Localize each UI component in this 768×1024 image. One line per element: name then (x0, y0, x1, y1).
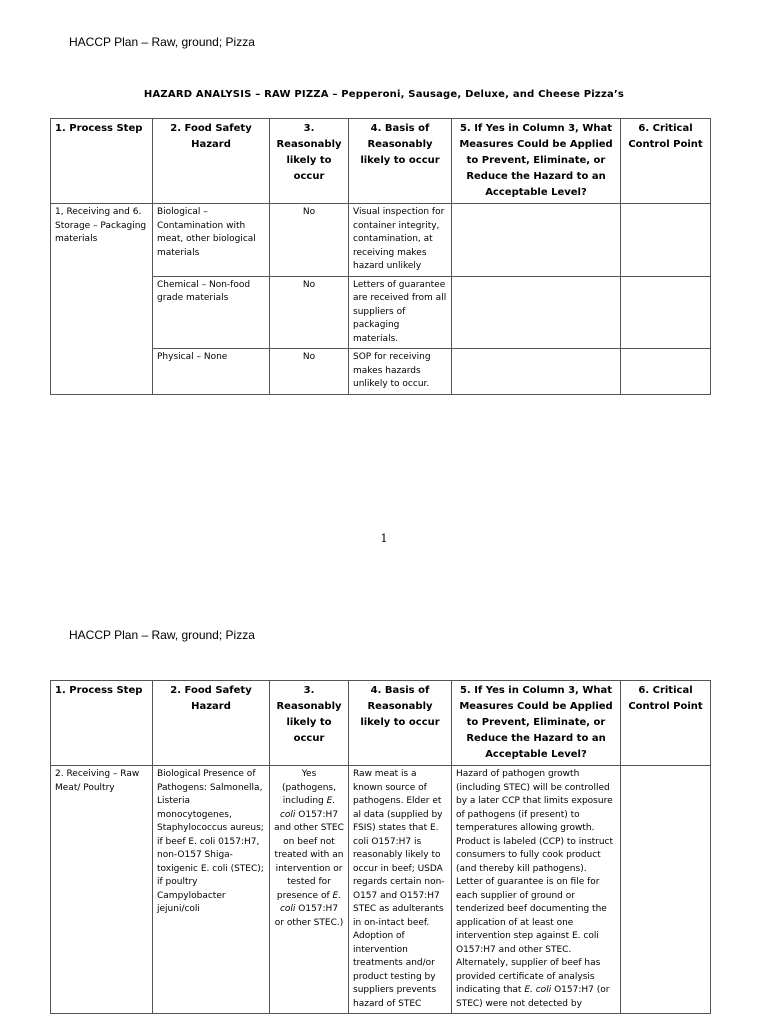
col-header-basis: 4. Basis of Reasonably likely to occur (349, 681, 452, 766)
col-header-process-step: 1. Process Step (51, 681, 153, 766)
cell-hazard: Physical – None (153, 349, 270, 395)
cell-ccp (621, 204, 711, 277)
table-row (51, 766, 711, 1014)
cell-measures (452, 276, 621, 349)
section-title: HAZARD ANALYSIS – RAW PIZZA – Pepperoni, Sausage, Deluxe, and Cheese Pizza’s (143, 89, 625, 100)
cell-measures (452, 204, 621, 277)
col-header-measures: 5. If Yes in Column 3, What Measures Could be Applied to Prevent, Eliminate, or Reduce the Hazard to an Acceptable Level? (452, 119, 621, 204)
col-header-ccp: 6. Critical Control Point (621, 681, 711, 766)
measures-text: Hazard of pathogen growth (including STEC) will be controlled by a later CCP that limits exposure of pathogens (if present) to temperatures allowing growth. Product is labeled (CCP) to instruct consumers to fully cook product (and thereby kill pathogens). Letter of guarantee is on file for each supplier of ground or tenderized beef documenting the application of at least one intervention step against E. coli O157:H7 and other STEC. Alternately, supplier of beef has provided certificate of analysis indicating that (456, 769, 614, 995)
cell-likely: No (270, 349, 349, 395)
cell-basis: Raw meat is a known source of pathogens. Elder et al data (supplied by FSIS) states that E. coli O157:H7 is reasonably likely to occur in beef; USDA regards certain non-O157 and O157:H7 STEC as adulterants in on-intact beef. Adoption of intervention treatments and/or product testing by suppliers prevents hazard of STEC (349, 766, 452, 1014)
cell-ccp (621, 349, 711, 395)
col-header-reasonably-likely: 3. Reasonably likely to occur (270, 681, 349, 766)
likely-text: O157:H7 and other STEC on beef not treated with an intervention or tested for presence of (274, 809, 344, 901)
cell-ccp (621, 766, 711, 1014)
likely-text: O157:H7 or other STEC.) (274, 904, 344, 928)
table-header-row (51, 119, 711, 204)
col-header-basis: 4. Basis of Reasonably likely to occur (349, 119, 452, 204)
cell-basis: Letters of guarantee are received from all suppliers of packaging materials. (349, 276, 452, 349)
col-header-process-step: 1. Process Step (51, 119, 153, 204)
cell-basis: SOP for receiving makes hazards unlikely to occur. (349, 349, 452, 395)
organism-name: E. coli (524, 985, 552, 995)
cell-basis: Visual inspection for container integrity, contamination, at receiving makes hazard unlikely (349, 204, 452, 277)
measures-text: O157:H7 (or STEC) were not detected by (456, 985, 610, 1009)
hazard-table-1 (50, 118, 711, 395)
cell-measures (452, 766, 621, 1014)
table-row (51, 204, 711, 277)
cell-likely: No (270, 204, 349, 277)
cell-likely (270, 766, 349, 1014)
organism-name: E. coli (279, 890, 342, 914)
cell-measures (452, 349, 621, 395)
cell-hazard: Biological Presence of Pathogens: Salmonella, Listeria monocytogenes, Staphylococcus aureus; if beef E. coli 0157:H7, non-O157 Shiga-toxigenic E. coli (STEC); if poultry Campylobacter jejuni/coli (153, 766, 270, 1014)
hazard-table-2 (50, 680, 711, 1014)
cell-process-step: 1, Receiving and 6. Storage – Packaging materials (51, 204, 153, 395)
cell-process-step: 2. Receiving – Raw Meat/ Poultry (51, 766, 153, 1014)
table-header-row (51, 681, 711, 766)
cell-likely: No (270, 276, 349, 349)
cell-hazard: Biological – Contamination with meat, other biological materials (153, 204, 270, 277)
col-header-food-safety-hazard: 2. Food Safety Hazard (153, 681, 270, 766)
page-number: 1 (380, 532, 388, 545)
col-header-ccp: 6. Critical Control Point (621, 119, 711, 204)
page-header: HACCP Plan – Raw, ground; Pizza (69, 628, 255, 642)
cell-hazard: Chemical – Non-food grade materials (153, 276, 270, 349)
col-header-food-safety-hazard: 2. Food Safety Hazard (153, 119, 270, 204)
cell-ccp (621, 276, 711, 349)
col-header-reasonably-likely: 3. Reasonably likely to occur (270, 119, 349, 204)
page-header: HACCP Plan – Raw, ground; Pizza (69, 35, 255, 49)
col-header-measures: 5. If Yes in Column 3, What Measures Could be Applied to Prevent, Eliminate, or Reduce the Hazard to an Acceptable Level? (452, 681, 621, 766)
organism-name: E. coli (279, 796, 336, 820)
likely-text: Yes (pathogens, including (282, 769, 336, 806)
